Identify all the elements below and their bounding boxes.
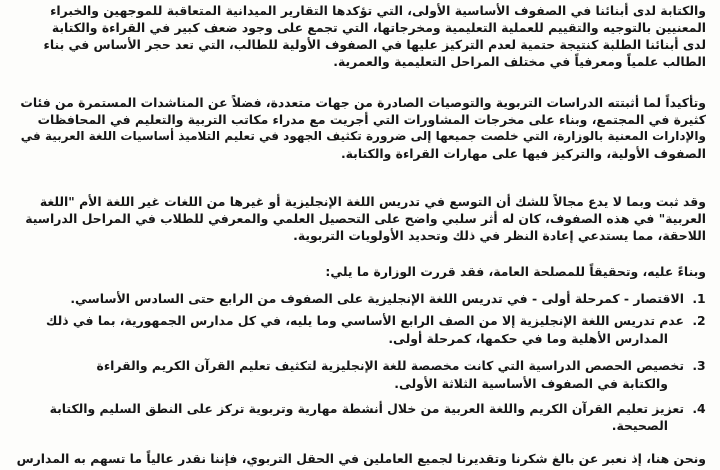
item-text: عدم تدريس اللغة الإنجليزية إلا من الصف الرابع الأساسي وما يليه، في كل مدارس الجمهورية، بما في ذلك bbox=[46, 313, 684, 328]
decision-item-1 bbox=[70, 291, 706, 306]
item-text: الاقتصار - كمرحلة أولى - في تدريس اللغة الإنجليزية على الصفوف من الرابع حتى السادس الأساسي. bbox=[70, 291, 684, 306]
decision-item-3-continued: والكتابة في الصفوف الأساسية الثلاثة الأولى. bbox=[394, 376, 668, 391]
decision-item-4-continued: الصحيحة. bbox=[611, 418, 668, 433]
item-text: تعزيز تعليم القرآن الكريم واللغة العربية من خلال أنشطة مهارية وتربوية تركز على النطق السليم والكتابة bbox=[49, 401, 684, 416]
item-number: 4. bbox=[692, 401, 706, 416]
paragraph-1-line-3: لدى أبنائنا الطلبة كنتيجة حتمية لعدم التركيز عليها في الصفوف الأولية للطالب، التي تعد حجر الأساس في بناء bbox=[43, 37, 706, 52]
decision-item-2-continued: المدارس الأهلية وما في حكمها، كمرحلة أولى. bbox=[388, 331, 668, 346]
paragraph-2-line-3: والإدارات المعنية بالوزارة، التي خلصت جميعها إلى ضرورة تكثيف الجهود في تعليم التلاميذ أساسيات اللغة العربية في bbox=[20, 129, 706, 143]
decision-item-4 bbox=[50, 401, 706, 416]
closing-paragraph-line-1: ونحن هنا، إذ نعبر عن بالغ شكرنا وتقديرنا لجميع العاملين في الحقل التربوي، فإننا نقدر عالياً ما تسهم به المدارس bbox=[16, 451, 706, 466]
paragraph-1-line-2: المعنيين بالتوجيه والتقييم للعملية التعليمية ومخرجاتها، التي تجمع على وجود ضعف كبير في القراءة والكتابة bbox=[51, 20, 706, 35]
paragraph-3-line-1: وقد ثبت وبما لا يدع مجالاً للشك أن التوسع في تدريس اللغة الإنجليزية أو غيرها من اللغات غير اللغة الأم "اللغة bbox=[39, 194, 706, 209]
item-number: 3. bbox=[692, 358, 706, 373]
paragraph-3-line-2: العربية" في هذه الصفوف، كان له أثر سلبي واضح على التحصيل العلمي والمعرفي للطلاب في المراحل الدراسية bbox=[25, 211, 706, 226]
item-number: 1. bbox=[692, 291, 706, 306]
paragraph-2-line-1: وتأكيداً لما أثبتته الدراسات التربوية والتوصيات الصادرة من جهات متعددة، فضلاً عن المناشدات المستمرة من فئات bbox=[20, 95, 706, 110]
paragraph-1-line-4: الطالب علمياً ومعرفياً في مختلف المراحل التعليمية والعمرية. bbox=[333, 54, 706, 69]
item-text: تخصيص الحصص الدراسية التي كانت مخصصة للغة الإنجليزية لتكثيف تعليم القرآن الكريم والقراءة bbox=[96, 358, 684, 373]
decision-item-3 bbox=[97, 358, 707, 373]
paragraph-2-line-4: الصفوف الأولية، والتركيز فيها على مهارات القراءة والكتابة. bbox=[340, 146, 706, 161]
paragraph-1-line-1: والكتابة لدى أبنائنا في الصفوف الأساسية الأولى، التي تؤكدها التقارير الميدانية المتعاقبة للموجهين والخبراء bbox=[50, 3, 706, 18]
paragraph-2-line-2: كثيرة في المجتمع، وبناء على مخرجات المشاورات التي أجريت مع مدراء مكاتب التربية والتعليم في المحافظات bbox=[37, 112, 706, 127]
paragraph-3-line-3: اللاحقة، مما يستدعي إعادة النظر في ذلك وتحديد الأولويات التربوية. bbox=[293, 228, 706, 243]
decision-item-2 bbox=[46, 313, 706, 328]
decision-intro: وبناءً عليه، وتحقيقاً للمصلحة العامة، فقد قررت الوزارة ما يلي: bbox=[325, 264, 706, 279]
item-number: 2. bbox=[692, 313, 706, 328]
